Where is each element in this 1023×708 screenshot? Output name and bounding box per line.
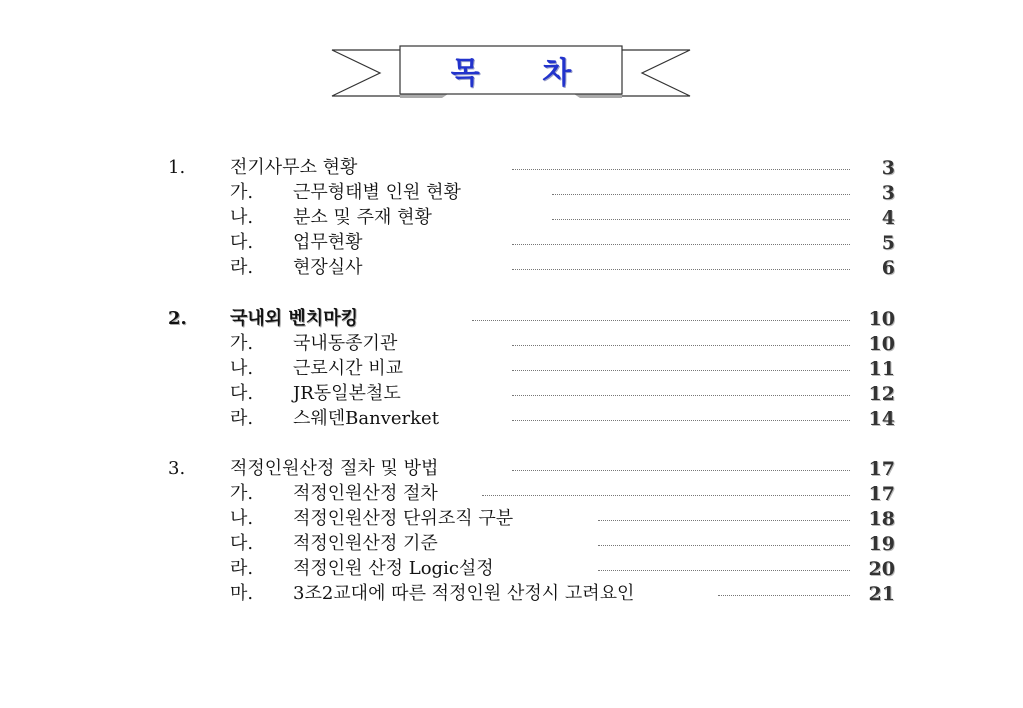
toc-title: 전기사무소 현황 — [230, 157, 358, 178]
dot-leader — [482, 495, 850, 496]
toc-page: 17 — [868, 458, 895, 480]
dot-leader — [598, 545, 850, 546]
toc-entry — [0, 382, 1023, 406]
toc-entry — [0, 307, 1023, 331]
toc-page: 20 — [868, 558, 895, 580]
toc-page: 6 — [881, 257, 895, 279]
dot-leader — [512, 395, 850, 396]
toc-title: 업무현황 — [293, 232, 363, 253]
toc-page: 21 — [868, 583, 895, 605]
toc-number: 가. — [230, 483, 254, 504]
dot-leader — [552, 194, 850, 195]
toc-number: 가. — [230, 182, 254, 203]
toc-entry — [0, 206, 1023, 230]
dot-leader — [512, 420, 850, 421]
toc-entry — [0, 357, 1023, 381]
toc-number: 나. — [230, 358, 254, 379]
toc-page: 5 — [881, 232, 895, 254]
toc-page: 11 — [868, 358, 895, 380]
toc-title: 현장실사 — [293, 257, 363, 278]
dot-leader — [512, 244, 850, 245]
dot-leader — [512, 269, 850, 270]
toc-entry — [0, 256, 1023, 280]
toc-title: 국내외 벤치마킹 — [230, 308, 358, 329]
toc-title: 국내동종기관 — [293, 333, 398, 354]
toc-entry — [0, 532, 1023, 556]
toc-title: 스웨덴Banverket — [293, 408, 439, 429]
toc-entry — [0, 332, 1023, 356]
toc-page: 4 — [881, 207, 895, 229]
toc-number: 라. — [230, 558, 254, 579]
toc-title: 근무형태별 인원 현황 — [293, 182, 461, 203]
dot-leader — [472, 320, 850, 321]
toc-title: 3조2교대에 따른 적정인원 산정시 고려요인 — [293, 583, 635, 604]
toc-title: 적정인원산정 절차 및 방법 — [230, 458, 439, 479]
toc-entry — [0, 557, 1023, 581]
toc-entry — [0, 582, 1023, 606]
dot-leader — [512, 169, 850, 170]
toc-page: 10 — [868, 308, 895, 330]
dot-leader — [512, 345, 850, 346]
dot-leader — [512, 370, 850, 371]
toc-title: 적정인원산정 절차 — [293, 483, 438, 504]
toc-number: 1. — [168, 157, 186, 178]
toc-title: 적정인원산정 단위조직 구분 — [293, 508, 514, 529]
toc-entry — [0, 482, 1023, 506]
toc-page: 10 — [868, 333, 895, 355]
toc-page: 3 — [881, 157, 895, 179]
toc-number: 3. — [168, 458, 186, 479]
toc-page: 18 — [868, 508, 895, 530]
toc-number: 나. — [230, 508, 254, 529]
dot-leader — [598, 520, 850, 521]
toc-number: 2. — [168, 308, 187, 329]
dot-leader — [718, 595, 850, 596]
toc-page: 3 — [881, 182, 895, 204]
toc-title: 분소 및 주재 현황 — [293, 207, 432, 228]
toc-entry — [0, 507, 1023, 531]
toc-title: 적정인원 산정 Logic설정 — [293, 558, 494, 579]
toc-page: 17 — [868, 483, 895, 505]
dot-leader — [512, 470, 850, 471]
toc-number: 라. — [230, 408, 254, 429]
toc-entry — [0, 457, 1023, 481]
toc-number: 나. — [230, 207, 254, 228]
toc-page: 14 — [868, 408, 895, 430]
toc-number: 다. — [230, 533, 254, 554]
page-title: 목 차 — [450, 56, 598, 91]
toc-entry — [0, 181, 1023, 205]
toc-entry — [0, 156, 1023, 180]
toc-number: 마. — [230, 583, 254, 604]
toc-number: 다. — [230, 383, 254, 404]
dot-leader — [552, 219, 850, 220]
toc-page: 12 — [868, 383, 895, 405]
toc-title: JR동일본철도 — [293, 383, 401, 404]
toc-number: 가. — [230, 333, 254, 354]
toc-number: 다. — [230, 232, 254, 253]
toc-entry — [0, 231, 1023, 255]
toc-number: 라. — [230, 257, 254, 278]
toc-page: 19 — [868, 533, 895, 555]
toc-title: 근로시간 비교 — [293, 358, 404, 379]
dot-leader — [598, 570, 850, 571]
toc-title: 적정인원산정 기준 — [293, 533, 438, 554]
toc-entry — [0, 407, 1023, 431]
